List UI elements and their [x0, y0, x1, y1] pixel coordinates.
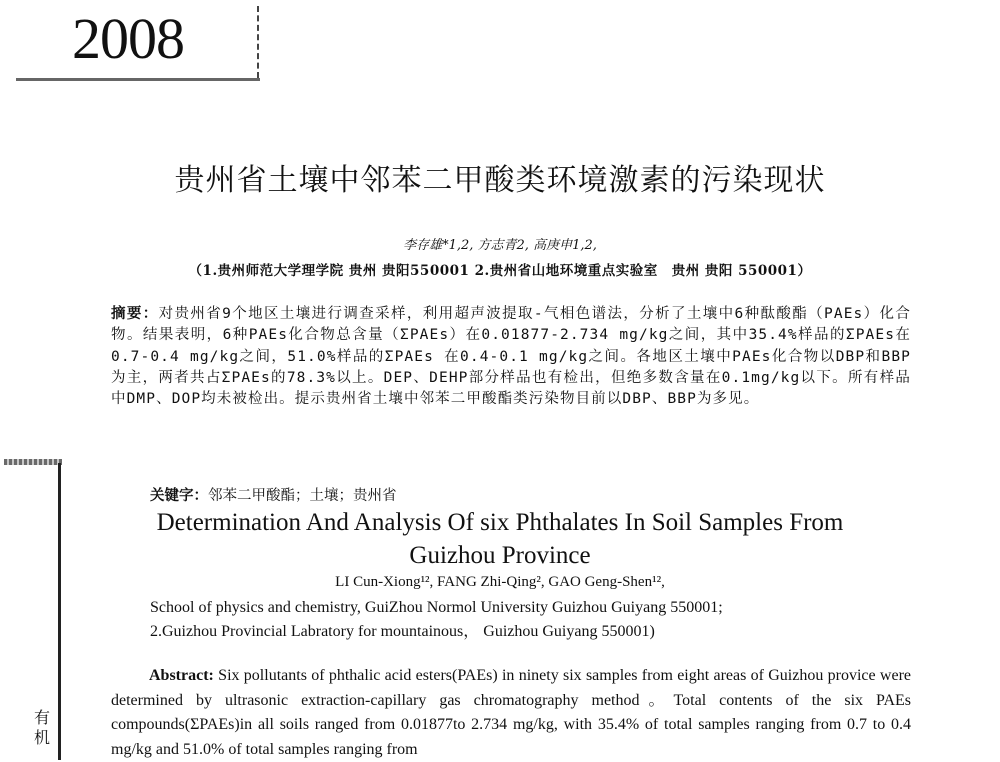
en-abstract [111, 664, 911, 762]
en-affiliations [150, 596, 723, 644]
en-title-line1: Determination And Analysis Of six Phthalates In Soil Samples From [156, 509, 844, 536]
margin-scan-edge [4, 459, 62, 465]
en-title [0, 506, 1000, 572]
cn-abstract-text: 对贵州省9个地区土壤进行调查采样，利用超声波提取-气相色谱法，分析了土壤中6种酞酸酯（PAEs）化合物。结果表明，6种PAEs化合物总含量（ΣPAEs）在0.01877-2.734 mg/kg之间，其中35.4%样品的ΣPAEs在0.7-0.4 mg/kg之间，51.0%样品的ΣPAEs 在0.4-0.1 mg/kg之间。各地区土壤中PAEs化合物以DBP和BBP为主，两者共占ΣPAEs的78.3%以上。DEP、DEHP部分样品也有检出，但绝多数含量在0.1mg/kg以下。所有样品中DMP、DOP均未被检出。提示贵州省土壤中邻苯二甲酸酯类污染物目前以DBP、BBP为多见。 [111, 306, 911, 408]
en-affiliation-1: School of physics and chemistry, GuiZhou Normol University Guizhou Guiyang 550001; [150, 599, 723, 616]
cn-keywords-text: 邻苯二甲酸酯；土壤；贵州省 [208, 488, 397, 504]
cn-title: 贵州省土壤中邻苯二甲酸类环境激素的污染现状 [174, 163, 826, 198]
margin-side-text: 有机 [34, 708, 51, 747]
cn-authors: 李存雄*1,2, 方志青2, 高庚申1,2, [403, 238, 597, 253]
margin-bar [58, 463, 61, 760]
header-rule [16, 78, 260, 81]
cn-affiliations: （1.贵州师范大学理学院 贵州 贵阳550001 2.贵州省山地环境重点实验室 贵州 贵阳 550001） [188, 263, 812, 279]
en-title-line2: Guizhou Province [409, 542, 591, 569]
year-header: 2008 [72, 6, 184, 71]
cn-keywords-label: 关键字： [150, 487, 208, 504]
cn-keywords [150, 484, 397, 505]
en-affiliation-2: 2.Guizhou Provincial Labratory for mountainous， Guizhou Guiyang 550001) [150, 623, 655, 640]
cn-abstract-label: 摘要： [111, 305, 159, 322]
header-dashed-edge [257, 6, 261, 78]
en-abstract-label: Abstract: [149, 667, 214, 684]
en-authors: LI Cun-Xiong¹², FANG Zhi-Qing², GAO Geng-Shen¹², [335, 574, 665, 590]
en-abstract-text: Six pollutants of phthalic acid esters(PAEs) in ninety six samples from eight areas of Guizhou provice were determined by ultrasonic extraction-capillary gas chromatography method。Total contents of the six PAEs compounds(ΣPAEs)in all soils ranged from 0.01877to 2.734 mg/kg, with 35.4% of total samples ranging from 0.7 to 0.4 mg/kg and 51.0% of total samples ranging from [111, 667, 912, 758]
cn-abstract [111, 303, 911, 410]
